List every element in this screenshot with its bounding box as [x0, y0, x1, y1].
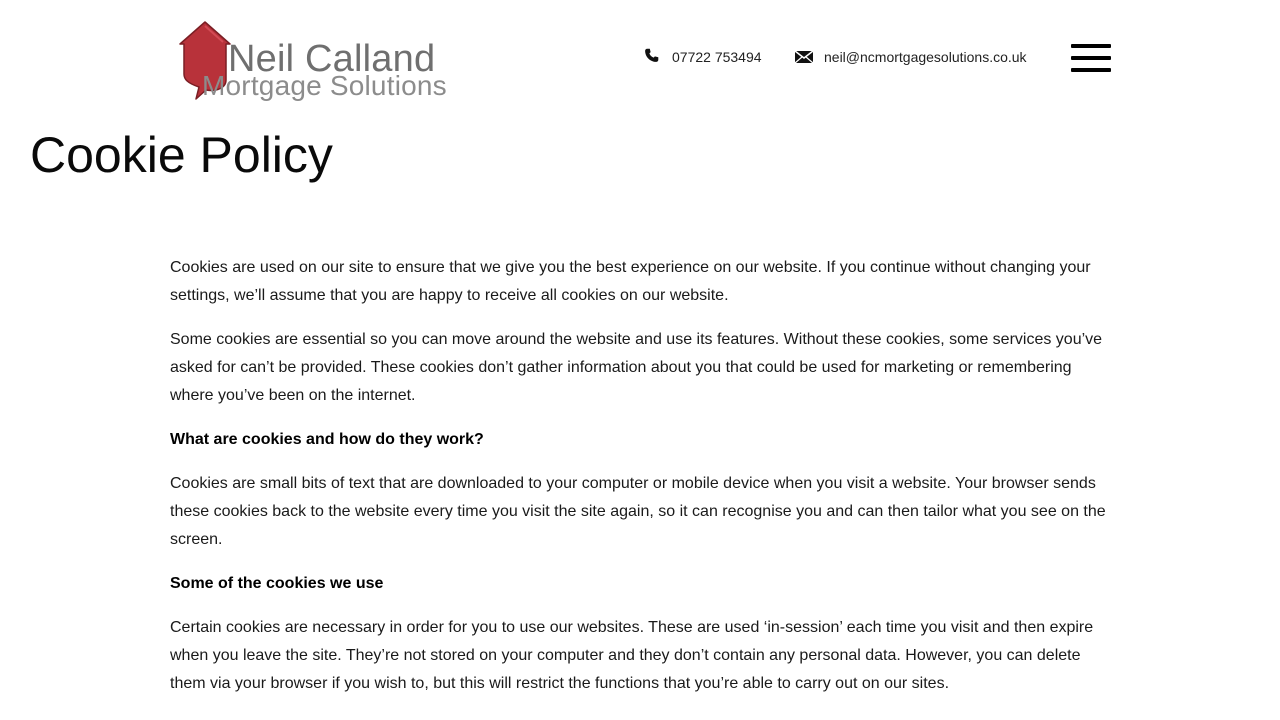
hamburger-menu-icon — [1071, 44, 1111, 48]
cookie-policy-content — [170, 254, 1115, 714]
menu-button[interactable] — [1071, 42, 1111, 76]
phone-link[interactable] — [642, 47, 762, 67]
email-address: neil@ncmortgagesolutions.co.uk — [824, 49, 1027, 65]
site-header — [0, 0, 1280, 120]
paragraph: Cookies are used on our site to ensure that we give you the best experience on our website. If you continue without changing your settings, we’ll assume that you are happy to receive all cookies on our website. — [170, 259, 1091, 304]
hamburger-menu-icon — [1071, 68, 1111, 72]
envelope-icon — [794, 47, 814, 67]
hamburger-menu-icon — [1071, 56, 1111, 60]
section-heading: What are cookies and how do they work? — [170, 431, 484, 448]
paragraph: Some cookies are essential so you can move around the website and use its features. Without these cookies, some services you’ve asked for can’t be provided. These cookies don’t gather information about you that could be used for marketing or remembering where you’ve been on the internet. — [170, 331, 1103, 404]
paragraph: Cookies are small bits of text that are downloaded to your computer or mobile device when you visit a website. Your browser sends these cookies back to the website every time you visit the site again, so it can recognise you and can then tailor what you see on the screen. — [170, 475, 1106, 548]
site-logo-link[interactable] — [178, 20, 478, 104]
paragraph: Certain cookies are necessary in order for you to use our websites. These are used ‘in-session’ each time you visit and then expire when you leave the site. They’re not stored on your computer and they don’t contain any personal data. However, you can delete them via your browser if you wish to, but this will restrict the functions that you’re able to carry out on our sites. — [170, 619, 1094, 692]
email-link[interactable] — [794, 47, 1027, 67]
logo-title: Neil Calland — [228, 38, 436, 80]
logo-subtitle: Mortgage Solutions — [202, 70, 447, 101]
section-heading: Some of the cookies we use — [170, 575, 384, 592]
phone-number: 07722 753494 — [672, 49, 762, 65]
phone-icon — [642, 47, 662, 67]
page-title: Cookie Policy — [30, 127, 333, 183]
